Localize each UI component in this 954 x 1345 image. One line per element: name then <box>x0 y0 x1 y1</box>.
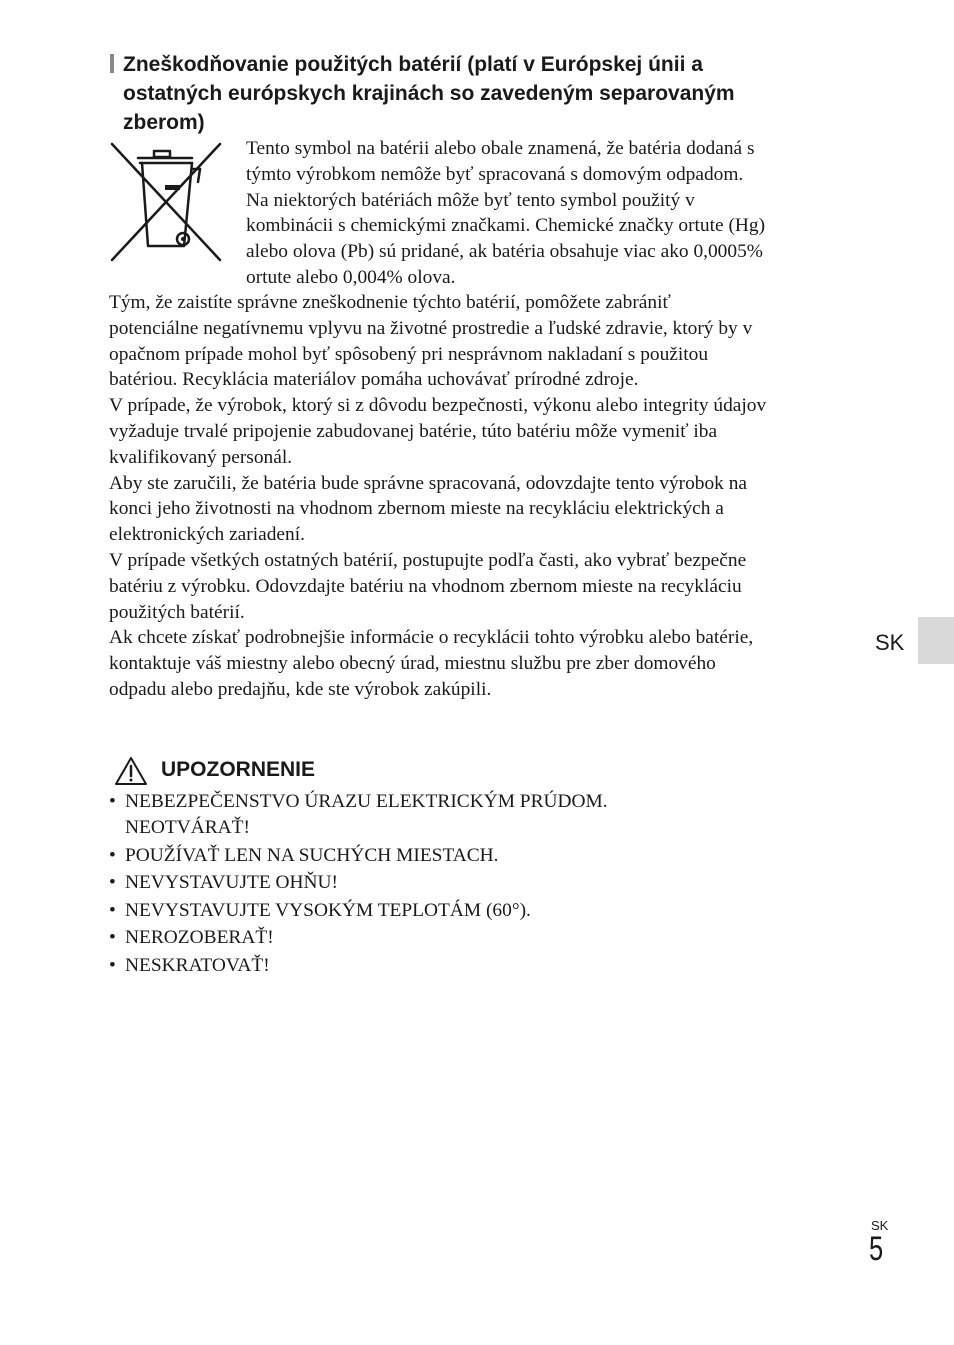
warning-item-line: NEBEZPEČENSTVO ÚRAZU ELEKTRICKÝM PRÚDOM. <box>125 791 608 812</box>
section-heading <box>110 50 850 137</box>
warning-item-line: NEVYSTAVUJTE VYSOKÝM TEPLOTÁM (60°). <box>125 899 531 921</box>
bullet: • <box>109 954 116 976</box>
warning-item <box>109 898 608 924</box>
heading-marker <box>110 54 114 73</box>
body-line: Aby ste zaručili, že batéria bude správne spracovaná, odovzdajte tento výrobok na <box>109 472 748 494</box>
intro-text <box>246 136 866 291</box>
body-line: V prípade všetkých ostatných batérií, postupujte podľa časti, ako vybrať bezpečne <box>109 549 747 571</box>
warning-item <box>109 925 608 951</box>
intro-line: alebo olova (Pb) sú pridané, ak batéria obsahuje viac ako 0,0005% <box>246 241 763 263</box>
body-line: batériu z výrobku. Odovzdajte batériu na vhodnom zbernom mieste na recykláciu <box>109 575 742 597</box>
warning-item-line: POUŽÍVAŤ LEN NA SUCHÝCH MIESTACH. <box>125 844 499 866</box>
body-line: kvalifikovaný personál. <box>109 446 293 468</box>
body-line: konci jeho životnosti na vhodnom zbernom mieste na recykláciu elektrických a <box>109 498 724 520</box>
bullet: • <box>109 872 116 893</box>
bullet: • <box>109 899 116 921</box>
intro-line: kombinácii s chemickými značkami. Chemické značky ortute (Hg) <box>246 215 766 237</box>
warning-item <box>109 789 608 841</box>
warning-item <box>109 870 608 896</box>
body-line: opačnom prípade mohol byť spôsobený pri nesprávnom nakladaní s použitou <box>109 343 709 365</box>
heading-line: zberom) <box>123 111 205 134</box>
page-number: 5 <box>869 1230 884 1268</box>
body-line: odpadu alebo predajňu, kde ste výrobok zakúpili. <box>109 678 492 700</box>
warning-item-line: NEOTVÁRAŤ! <box>125 817 250 838</box>
warning-triangle-icon <box>114 756 148 786</box>
bullet: • <box>109 791 116 812</box>
warning-list <box>109 789 608 980</box>
heading-line: Zneškodňovanie použitých batérií (platí v Európskej únii a <box>123 53 703 76</box>
body-line: V prípade, že výrobok, ktorý si z dôvodu bezpečnosti, výkonu alebo integrity údajov <box>109 395 767 417</box>
body-line: batériou. Recyklácia materiálov pomáha uchovávať prírodné zdroje. <box>109 369 639 391</box>
body-line: použitých batérií. <box>109 601 245 623</box>
body-line: vyžaduje trvalé pripojenie zabudovanej batérie, túto batériu môže vymeniť iba <box>109 420 718 442</box>
heading-line: ostatných európskych krajinách so zavedeným separovaným <box>123 82 735 105</box>
heading-lines <box>123 50 850 137</box>
intro-line: ortute alebo 0,004% olova. <box>246 266 456 288</box>
warning-title: UPOZORNENIE <box>161 758 316 781</box>
warning-item-line: NESKRATOVAŤ! <box>125 954 270 976</box>
body-line: Tým, že zaistíte správne zneškodnenie týchto batérií, pomôžete zabrániť <box>109 292 671 313</box>
body-paragraphs <box>109 290 869 703</box>
warning-item <box>109 843 608 869</box>
bullet: • <box>109 927 116 948</box>
intro-line: Tento symbol na batérii alebo obale znamená, že batéria dodaná s <box>246 138 755 159</box>
body-line: kontaktuje váš miestny alebo obecný úrad, miestnu službu pre zber domového <box>109 653 716 675</box>
warning-item-line: NEVYSTAVUJTE OHŇU! <box>125 872 338 893</box>
body-line: elektronických zariadení. <box>109 524 305 546</box>
warning-item <box>109 953 608 979</box>
language-tab-label: SK <box>875 630 905 655</box>
warning-item-line: NEROZOBERAŤ! <box>125 927 274 948</box>
intro-line: týmto výrobkom nemôže byť spracovaná s domovým odpadom. <box>246 163 744 185</box>
body-line: Ak chcete získať podrobnejšie informácie o recyklácii tohto výrobku alebo batérie, <box>109 627 754 649</box>
bullet: • <box>109 844 116 866</box>
language-tab <box>918 617 954 664</box>
page-language-code: SK <box>871 1218 889 1233</box>
crossed-out-wheeled-bin-icon <box>110 142 222 262</box>
intro-line: Na niektorých batériách môže byť tento symbol použitý v <box>246 189 695 211</box>
body-line: potenciálne negatívnemu vplyvu na životné prostredie a ľudské zdravie, ktorý by v <box>109 317 753 339</box>
